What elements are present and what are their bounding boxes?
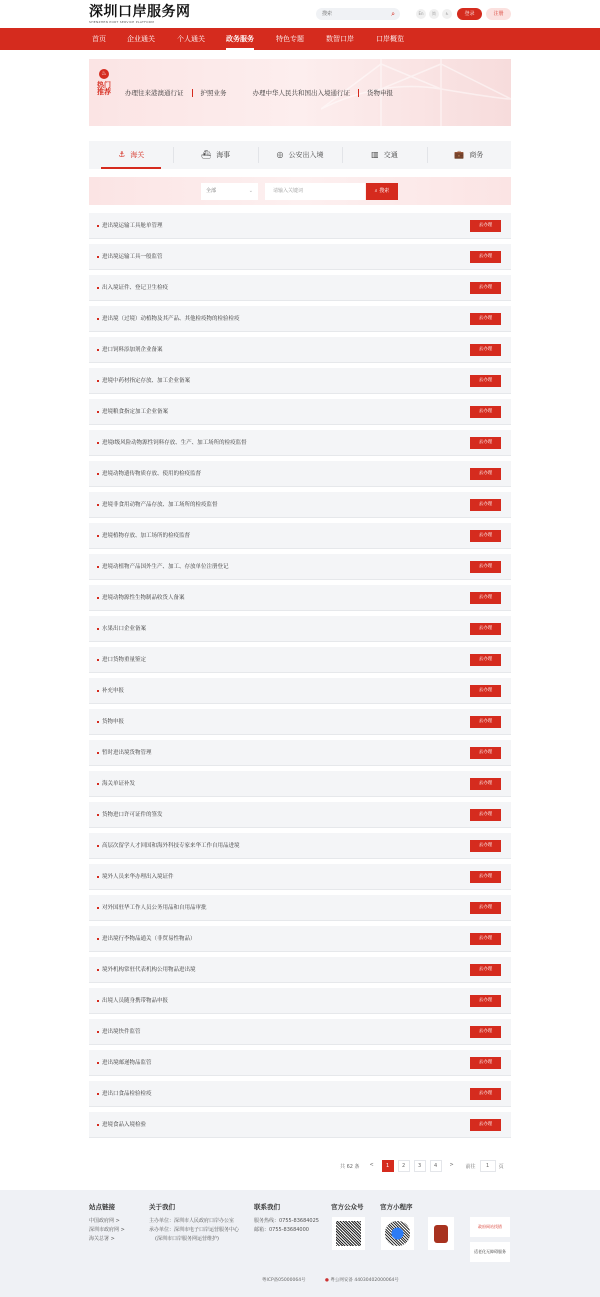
divider (358, 89, 359, 97)
list-item[interactable] (89, 988, 511, 1014)
category-select[interactable]: 全部 ⌄ (201, 183, 258, 200)
item-title[interactable]: 水果出口企业备案 (102, 626, 147, 632)
divider (192, 89, 193, 97)
ship-icon: ⛴ (201, 150, 212, 159)
list-item[interactable] (89, 771, 511, 797)
list-item[interactable] (89, 523, 511, 549)
go-handle-button[interactable]: 去办理 (470, 499, 501, 511)
go-handle-button[interactable]: 去办理 (470, 623, 501, 635)
wechat-qr-code (332, 1217, 365, 1250)
item-title[interactable]: 对外国驻华工作人员公务用品和自用品审批 (102, 905, 207, 911)
hot-label: ♨ 热门推荐 (97, 70, 111, 96)
icp-number[interactable]: 粤ICP备05000064号 (262, 1278, 306, 1283)
keyword-input[interactable]: 请输入关键词 (265, 183, 365, 200)
bullet-icon (97, 380, 99, 382)
list-item[interactable] (89, 306, 511, 332)
bullet-icon (97, 1000, 99, 1002)
footer-contact: 联系我们 服务热线：0755-83684025 邮箱：0755-83684000 (254, 1203, 319, 1233)
list-item[interactable] (89, 1112, 511, 1138)
item-title[interactable]: 进境中药材指定存放、加工企业备案 (102, 378, 191, 384)
page-3[interactable]: 3 (414, 1160, 426, 1172)
list-item[interactable] (89, 585, 511, 611)
police-record[interactable]: 粤公网安备 44030402000064号 (330, 1278, 399, 1283)
list-item[interactable] (89, 368, 511, 394)
logo-subtitle: SHENZHEN PORT SERVICE PLATFORM (89, 20, 155, 24)
go-handle-button[interactable]: 去办理 (470, 933, 501, 945)
item-title[interactable]: 进出境邮递物品监管 (102, 1060, 152, 1066)
footer-wechat-label: 官方公众号 (331, 1203, 364, 1211)
go-handle-button[interactable]: 去办理 (470, 220, 501, 232)
go-handle-button[interactable]: 去办理 (470, 251, 501, 263)
item-title[interactable]: 进口饲料添加剂企业备案 (102, 347, 163, 353)
go-handle-button[interactable]: 去办理 (470, 902, 501, 914)
service-list (89, 213, 511, 1143)
miniprogram-qr-code (381, 1217, 414, 1250)
footer (0, 1190, 600, 1297)
bullet-icon (97, 349, 99, 351)
go-handle-button[interactable]: 去办理 (470, 747, 501, 759)
logo-title: 深圳口岸服务网 (89, 4, 191, 20)
tab-customs[interactable]: ⚓ 海关 (89, 141, 173, 169)
list-item[interactable] (89, 492, 511, 518)
list-item[interactable] (89, 802, 511, 828)
item-title[interactable]: 进出境运输工具一般监管 (102, 254, 163, 260)
nav-enterprise-clearance[interactable]: 企业通关 (127, 35, 155, 43)
government-emblem-icon (428, 1217, 454, 1250)
item-title[interactable]: 出境人员随身携带物品申报 (102, 998, 169, 1004)
item-title[interactable]: 进口货物重量鉴定 (102, 657, 147, 663)
bullet-icon (97, 1093, 99, 1095)
bullet-icon (97, 442, 99, 444)
tab-traffic[interactable]: ▥ 交通 (342, 141, 426, 169)
list-item[interactable] (89, 461, 511, 487)
go-handle-button[interactable]: 去办理 (470, 530, 501, 542)
go-handle-button[interactable]: 去办理 (470, 809, 501, 821)
item-title[interactable]: 高层次留学人才回国和海外科技专家来华工作自用品进境 (102, 843, 240, 849)
go-handle-button[interactable]: 去办理 (470, 592, 501, 604)
page-4[interactable]: 4 (430, 1160, 442, 1172)
footer-link[interactable]: 深圳市政府网 > (89, 1227, 125, 1233)
go-handle-button[interactable]: 去办理 (470, 1057, 501, 1069)
item-title[interactable]: 海关单证补发 (102, 781, 136, 787)
list-item[interactable] (89, 244, 511, 270)
bullet-icon (97, 411, 99, 413)
item-title[interactable]: 补充申报 (102, 688, 125, 694)
item-title[interactable]: 进境动物遗传物质存放、使用的检疫监督 (102, 471, 202, 477)
footer-bottom (200, 1277, 399, 1283)
footer-miniprogram-label: 官方小程序 (380, 1203, 413, 1211)
login-button[interactable]: 登录 (457, 8, 482, 20)
bullet-icon (97, 225, 99, 227)
go-handle-button[interactable]: 去办理 (470, 561, 501, 573)
go-handle-button[interactable]: 去办理 (470, 840, 501, 852)
item-title[interactable]: 进境植物存放、加工场所的检疫监督 (102, 533, 191, 539)
item-title[interactable]: 货物进口许可证件的签发 (102, 812, 163, 818)
go-handle-button[interactable]: 去办理 (470, 1088, 501, 1100)
list-item[interactable] (89, 709, 511, 735)
footer-site-links: 站点链接 中国政府网 > 深圳市政府网 > 海关总署 > (89, 1203, 125, 1242)
bullet-icon (97, 845, 99, 847)
hot-link[interactable]: 办理往来港澳通行证 (125, 89, 184, 97)
logo[interactable] (89, 4, 191, 24)
list-item[interactable] (89, 895, 511, 921)
traffic-icon: ▥ (371, 150, 379, 159)
list-item[interactable] (89, 833, 511, 859)
list-item[interactable] (89, 926, 511, 952)
search-band (89, 177, 511, 205)
lang-en-button[interactable]: En (416, 9, 426, 19)
bullet-icon (97, 318, 99, 320)
item-title[interactable]: 进境动植物产品国外生产、加工、存放单位注册登记 (102, 564, 229, 570)
anchor-icon: ⚓ (118, 150, 126, 159)
list-item[interactable] (89, 554, 511, 580)
go-handle-button[interactable]: 去办理 (470, 716, 501, 728)
bullet-icon (97, 814, 99, 816)
site-error-report-badge[interactable]: 政府网站找错 (470, 1217, 510, 1237)
item-title[interactable]: 进境非食用动物产品存放、加工场所的检疫监督 (102, 502, 218, 508)
list-item[interactable] (89, 957, 511, 983)
tab-commerce[interactable]: 💼 商务 (427, 141, 511, 169)
bullet-icon (97, 938, 99, 940)
item-title[interactable]: 进境动物源性生物制品收货人备案 (102, 595, 185, 601)
bullet-icon (97, 504, 99, 506)
list-item[interactable] (89, 864, 511, 890)
bullet-icon (97, 256, 99, 258)
item-title[interactable]: 境外机构常驻代表机构公用物品进出境 (102, 967, 196, 973)
list-item[interactable] (89, 740, 511, 766)
search-icon[interactable]: ⌕ (391, 10, 395, 18)
page-1[interactable]: 1 (382, 1160, 394, 1172)
elderly-accessibility-badge[interactable]: 适老化无障碍服务 (470, 1242, 510, 1262)
nav-smart-port[interactable]: 数智口岸 (326, 35, 354, 43)
list-item[interactable] (89, 337, 511, 363)
item-title[interactable]: 进境Ⅰ级风险动物源性饲料存放、生产、加工场所的检疫监督 (102, 440, 247, 446)
list-item[interactable] (89, 399, 511, 425)
search-placeholder: 搜索 (322, 11, 333, 17)
item-title[interactable]: 暂时进出境货物管理 (102, 750, 152, 756)
bullet-icon (97, 752, 99, 754)
go-handle-button[interactable]: 去办理 (470, 468, 501, 480)
bullet-icon (97, 1031, 99, 1033)
tab-maritime[interactable]: ⛴ 海事 (173, 141, 257, 169)
footer-link[interactable]: 海关总署 > (89, 1236, 115, 1242)
police-badge-icon: ◎ (276, 150, 284, 159)
main-nav (0, 28, 600, 50)
go-handle-button[interactable]: 去办理 (470, 685, 501, 697)
briefcase-icon: 💼 (454, 150, 465, 159)
list-item[interactable] (89, 430, 511, 456)
bullet-icon (97, 783, 99, 785)
bullet-icon (97, 690, 99, 692)
list-item[interactable] (89, 213, 511, 239)
bullet-icon (97, 535, 99, 537)
goto-suffix: 页 (498, 1163, 504, 1170)
bullet-icon (97, 1124, 99, 1126)
bullet-icon (97, 597, 99, 599)
header-search-input[interactable] (316, 8, 400, 20)
go-handle-button[interactable]: 去办理 (470, 437, 501, 449)
item-title[interactable]: 进出境运输工具舱单管理 (102, 223, 163, 229)
list-item[interactable] (89, 1050, 511, 1076)
footer-about: 关于我们 主办单位：深圳市人民政府口岸办公室 承办单位：深圳市电子口岸运营服务中心 (深圳市口岸服务网运营维护) (149, 1203, 240, 1242)
go-handle-button[interactable]: 去办理 (470, 778, 501, 790)
item-title[interactable]: 进境食品入境检验 (102, 1122, 147, 1128)
bullet-icon (97, 876, 99, 878)
list-item[interactable] (89, 678, 511, 704)
bullet-icon (97, 287, 99, 289)
go-handle-button[interactable]: 去办理 (470, 964, 501, 976)
page-2[interactable]: 2 (398, 1160, 410, 1172)
list-item[interactable] (89, 275, 511, 301)
department-tabs (89, 141, 511, 169)
search-icon: ⌕ (374, 188, 380, 194)
register-button[interactable]: 注册 (486, 8, 511, 20)
item-title[interactable]: 进出境（过境）动植物及其产品、其他检疫物的检验检疫 (102, 316, 240, 322)
bullet-icon (97, 1062, 99, 1064)
hot-link[interactable]: 货物申报 (367, 89, 393, 97)
go-handle-button[interactable]: 去办理 (470, 1119, 501, 1131)
hot-link[interactable]: 办理中华人民共和国出入境通行证 (252, 89, 350, 97)
item-title[interactable]: 进出境快件监管 (102, 1029, 141, 1035)
go-handle-button[interactable]: 去办理 (470, 375, 501, 387)
list-item[interactable] (89, 616, 511, 642)
pagination (340, 1160, 504, 1172)
item-title[interactable]: 进境粮食指定加工企业备案 (102, 409, 169, 415)
go-handle-button[interactable]: 去办理 (470, 1026, 501, 1038)
bullet-icon (97, 628, 99, 630)
tab-public-security-exit-entry[interactable]: ◎ 公安出入境 (258, 141, 342, 169)
nav-personal-clearance[interactable]: 个人通关 (177, 35, 205, 43)
nav-home[interactable]: 首页 (92, 35, 106, 43)
item-title[interactable]: 境外人员来华办理出入境证件 (102, 874, 174, 880)
bullet-icon (97, 969, 99, 971)
item-title[interactable]: 进出口食品检验检疫 (102, 1091, 152, 1097)
bullet-icon (97, 473, 99, 475)
go-handle-button[interactable]: 去办理 (470, 871, 501, 883)
go-handle-button[interactable]: 去办理 (470, 313, 501, 325)
list-item[interactable] (89, 647, 511, 673)
go-handle-button[interactable]: 去办理 (470, 654, 501, 666)
list-item[interactable] (89, 1081, 511, 1107)
list-item[interactable] (89, 1019, 511, 1045)
item-title[interactable]: 货物申报 (102, 719, 125, 725)
lang-zh-button[interactable]: 简 (429, 9, 439, 19)
go-handle-button[interactable]: 去办理 (470, 344, 501, 356)
bullet-icon (97, 659, 99, 661)
item-title[interactable]: 出入境证件、登记卫生检疫 (102, 285, 169, 291)
goto-label: 前往 (465, 1163, 476, 1170)
flame-icon: ♨ (99, 69, 109, 79)
prev-page-button[interactable]: < (366, 1160, 378, 1172)
bullet-icon (97, 566, 99, 568)
accessibility-icon[interactable]: ♿ (442, 9, 452, 19)
goto-page-input[interactable]: 1 (480, 1160, 496, 1172)
hot-link[interactable]: 护照业务 (200, 89, 227, 97)
go-handle-button[interactable]: 去办理 (470, 406, 501, 418)
nav-port-overview[interactable]: 口岸概览 (376, 35, 404, 43)
chevron-down-icon: ⌄ (248, 188, 253, 194)
nav-featured-topics[interactable]: 特色专题 (276, 35, 304, 43)
search-button[interactable]: ⌕ 搜索 (366, 183, 398, 200)
footer-link[interactable]: 中国政府网 > (89, 1218, 120, 1224)
go-handle-button[interactable]: 去办理 (470, 995, 501, 1007)
next-page-button[interactable]: > (446, 1160, 458, 1172)
bullet-icon (97, 721, 99, 723)
go-handle-button[interactable]: 去办理 (470, 282, 501, 294)
total-count: 共 62 条 (340, 1163, 360, 1170)
item-title[interactable]: 进出境行李物品通关（非贸易性物品） (102, 936, 196, 942)
header (0, 0, 600, 28)
nav-government-services[interactable]: 政务服务 (226, 28, 254, 50)
police-emblem-icon: ● (325, 1278, 329, 1283)
bullet-icon (97, 907, 99, 909)
hot-recommend-banner (89, 59, 511, 126)
